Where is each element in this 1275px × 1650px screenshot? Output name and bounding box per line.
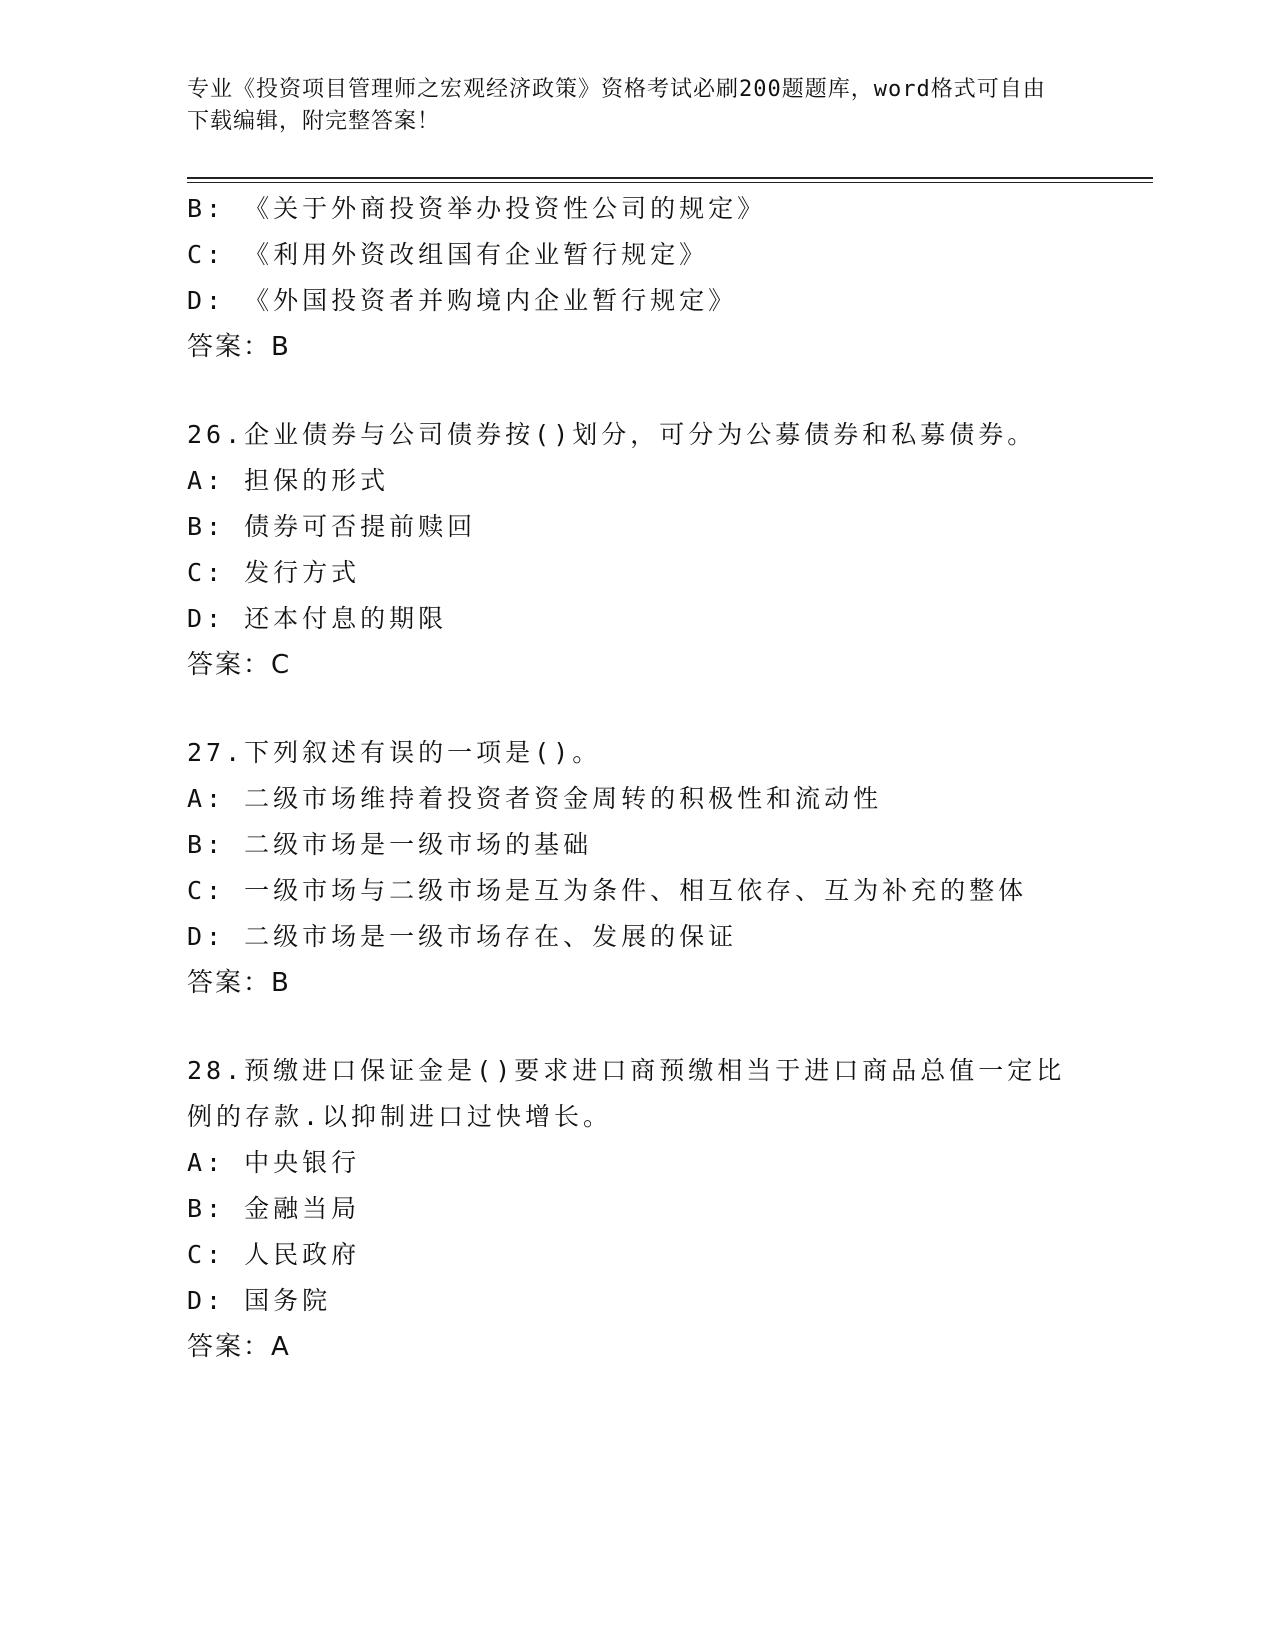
option-b: B: 债券可否提前赎回 — [187, 512, 477, 541]
option-c: C: 《利用外资改组国有企业暂行规定》 — [187, 240, 709, 269]
option-d: D: 二级市场是一级市场存在、发展的保证 — [187, 922, 738, 951]
answer: 答案：A — [187, 1332, 291, 1362]
option-c: C: 发行方式 — [187, 558, 361, 587]
question-26 — [187, 412, 1087, 688]
answer: 答案：B — [187, 332, 291, 362]
answer: 答案：B — [187, 968, 291, 998]
option-a: A: 中央银行 — [187, 1148, 361, 1177]
document-header — [187, 74, 1067, 138]
option-d: D: 《外国投资者并购境内企业暂行规定》 — [187, 286, 738, 315]
option-b: B: 金融当局 — [187, 1194, 361, 1223]
option-a: A: 二级市场维持着投资者资金周转的积极性和流动性 — [187, 784, 883, 813]
option-d: D: 国务院 — [187, 1286, 332, 1315]
option-c: C: 一级市场与二级市场是互为条件、相互依存、互为补充的整体 — [187, 876, 1028, 905]
question-text: 26.企业债券与公司债券按()划分，可分为公募债券和私募债券。 — [187, 420, 1037, 449]
question-28 — [187, 1048, 1087, 1370]
option-b: B: 二级市场是一级市场的基础 — [187, 830, 593, 859]
option-d: D: 还本付息的期限 — [187, 604, 448, 633]
option-b: B: 《关于外商投资举办投资性公司的规定》 — [187, 194, 767, 223]
question-25-tail — [187, 186, 1087, 370]
question-text: 27.下列叙述有误的一项是()。 — [187, 738, 602, 767]
header-divider-thick — [187, 177, 1153, 179]
header-divider-thin — [187, 182, 1153, 183]
answer: 答案：C — [187, 650, 292, 680]
question-text: 28.预缴进口保证金是()要求进口商预缴相当于进口商品总值一定比例的存款.以抑制进口过快增长。 — [187, 1056, 1066, 1131]
question-27 — [187, 730, 1087, 1006]
option-c: C: 人民政府 — [187, 1240, 361, 1269]
option-a: A: 担保的形式 — [187, 466, 390, 495]
header-title: 专业《投资项目管理师之宏观经济政策》资格考试必刷200题题库，word格式可自由下载编辑，附完整答案！ — [187, 77, 1046, 134]
